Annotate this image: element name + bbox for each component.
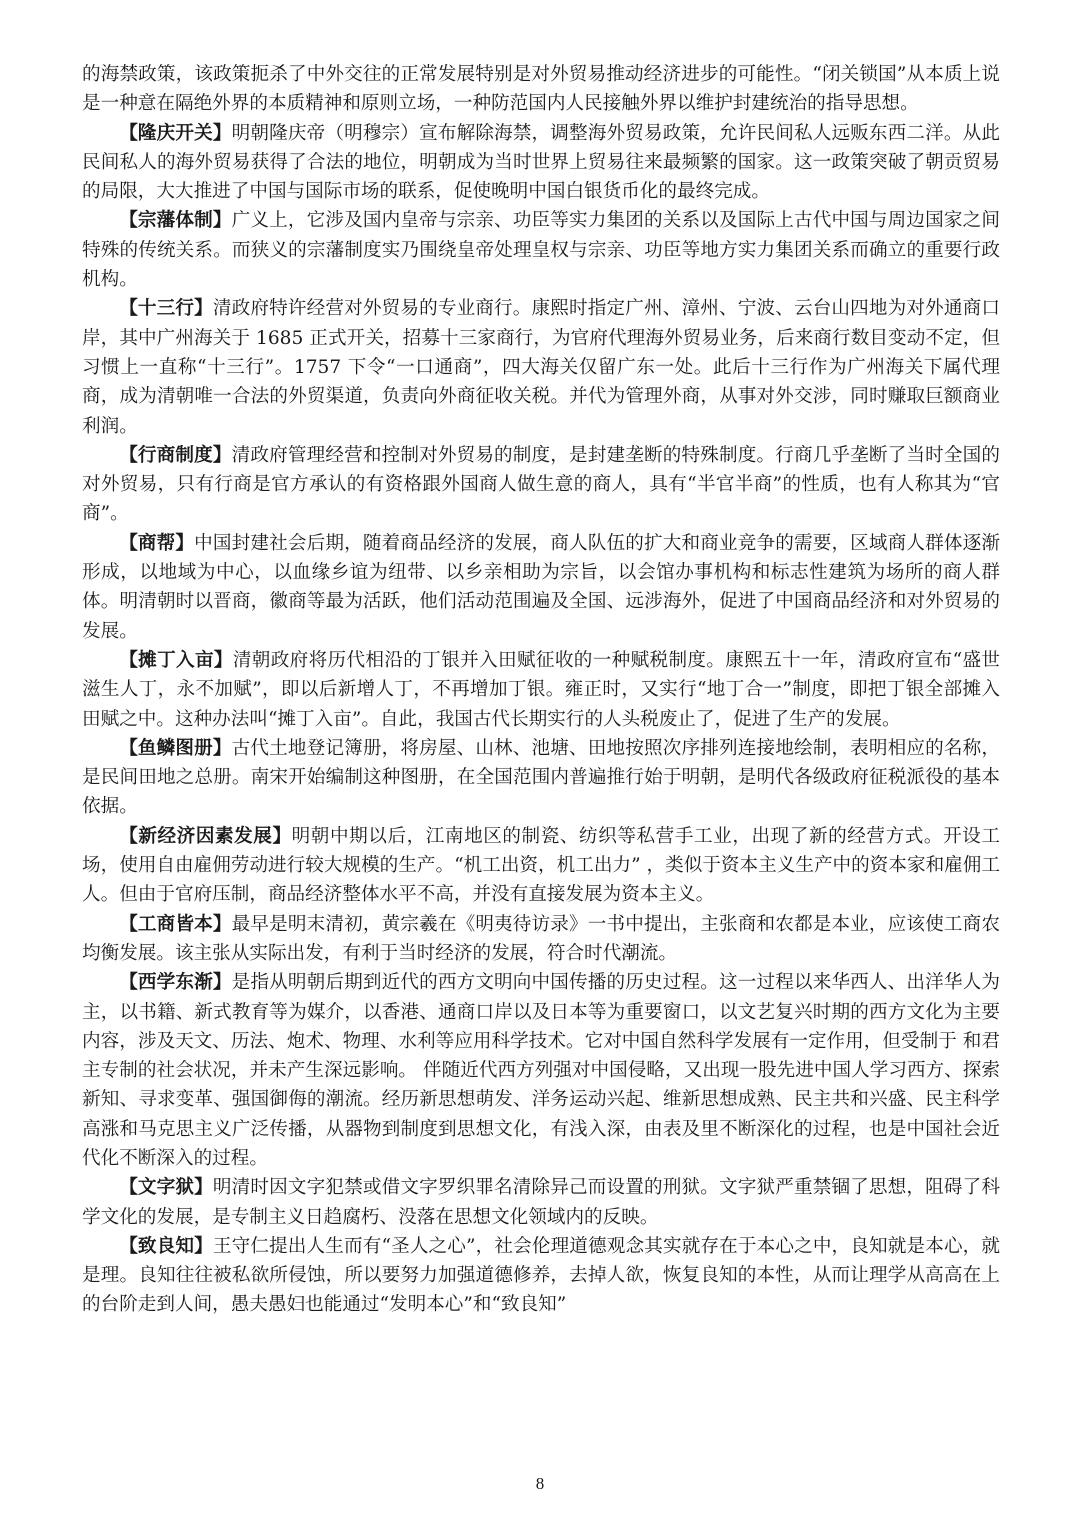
entry-text: 明朝隆庆帝（明穆宗）宣布解除海禁，调整海外贸易政策，允许民间私人远贩东西二洋。从此民间私人的海外贸易获得了合法的地位，明朝成为当时世界上贸易往来最频繁的国家。这一政策突破了朝贡贸易的局限，大大推进了中国与国际市场的联系，促使晚明中国白银货币化的最终完成。 xyxy=(82,122,1000,203)
entry-paragraph xyxy=(82,529,1000,646)
entry-term: 【工商皆本】 xyxy=(119,913,232,935)
entry-text: 古代土地登记簿册，将房屋、山林、池塘、田地按照次序排列连接地绘制，表明相应的名称，是民间田地之总册。南宋开始编制这种图册，在全国范围内普遍推行始于明朝，是明代各级政府征税派役的基本依据。 xyxy=(82,737,1000,818)
entry-text: 是指从明朝后期到近代的西方文明向中国传播的历史过程。这一过程以来华西人、出洋华人为主，以书籍、新式教育等为媒介，以香港、通商口岸以及日本等为重要窗口，以文艺复兴时期的西方文化为主要内容，涉及天文、历法、炮术、物理、水利等应用科学技术。它对中国自然科学发展有一定作用，但受制于 和君主专制的社会状况，并未产生深远影响。 伴随近代西方列强对中国侵略，又出现一股先进中国人学习西方、探索新知、寻求变革、强国御侮的潮流。经历新思想萌发、洋务运动兴起、维新思想成熟、民主共和兴盛、民主科学高涨和马克思主义广泛传播，从器物到制度到思想文化，有浅入深，由表及里不断深化的过程，也是中国社会近代化不断深入的过程。 xyxy=(82,972,1000,1169)
entry-paragraph xyxy=(82,734,1000,822)
entry-term: 【新经济因素发展】 xyxy=(119,825,292,847)
entry-text: 中国封建社会后期，随着商品经济的发展，商人队伍的扩大和商业竞争的需要，区域商人群体逐渐形成，以地域为中心，以血缘乡谊为纽带、以乡亲相助为宗旨，以会馆办事机构和标志性建筑为场所的商人群体。明清朝时以晋商，徽商等最为活跃，他们活动范围遍及全国、远涉海外，促进了中国商品经济和对外贸易的发展。 xyxy=(82,532,1000,642)
entry-paragraph xyxy=(82,1232,1000,1320)
entry-term: 【商帮】 xyxy=(119,532,195,554)
entry-text: 明朝中期以后，江南地区的制瓷、纺织等私营手工业，出现了新的经营方式。开设工场，使用自由雇佣劳动进行较大规模的生产。“机工出资，机工出力” ，类似于资本主义生产中的资本家和雇佣工人。但由于官府压制，商品经济整体水平不高，并没有直接发展为资本主义。 xyxy=(82,825,1000,906)
entry-term: 【西学东渐】 xyxy=(119,972,232,994)
entry-text: 最早是明末清初，黄宗羲在《明夷待访录》一书中提出，主张商和农都是本业，应该使工商农均衡发展。该主张从实际出发，有利于当时经济的发展，符合时代潮流。 xyxy=(82,913,1000,964)
document-body xyxy=(82,60,1000,1320)
page-number: 8 xyxy=(535,1474,545,1493)
entry-paragraph xyxy=(82,646,1000,734)
entry-paragraph xyxy=(82,910,1000,969)
entry-paragraph xyxy=(82,1173,1000,1232)
intro-paragraph: 的海禁政策，该政策扼杀了中外交往的正常发展特别是对外贸易推动经济进步的可能性。“闭关锁国”从本质上说是一种意在隔绝外界的本质精神和原则立场，一种防范国内人民接触外界以维护封建统治的指导思想。 xyxy=(82,64,1000,115)
entry-paragraph xyxy=(82,822,1000,910)
entry-paragraph xyxy=(82,206,1000,294)
entry-text: 清政府管理经营和控制对外贸易的制度，是封建垄断的特殊制度。行商几乎垄断了当时全国的对外贸易，只有行商是官方承认的有资格跟外国商人做生意的商人，具有“半官半商”的性质，也有人称其为“官商”。 xyxy=(82,444,1000,525)
entry-text: 广义上，它涉及国内皇帝与宗亲、功臣等实力集团的关系以及国际上古代中国与周边国家之间特殊的传统关系。而狭义的宗藩制度实乃围绕皇帝处理皇权与宗亲、功臣等地方实力集团关系而确立的重要行政机构。 xyxy=(82,210,1000,291)
entry-paragraph xyxy=(82,119,1000,207)
entry-term: 【鱼鳞图册】 xyxy=(119,737,232,759)
entry-term: 【致良知】 xyxy=(119,1235,213,1257)
entry-text: 清朝政府将历代相沿的丁银并入田赋征收的一种赋税制度。康熙五十一年，清政府宣布“盛世滋生人丁，永不加赋”，即以后新增人丁，不再增加丁银。雍正时，又实行“地丁合一”制度，即把丁银全部摊入田赋之中。这种办法叫“摊丁入亩”。自此，我国古代长期实行的人头税废止了，促进了生产的发展。 xyxy=(82,649,1000,730)
entry-term: 【十三行】 xyxy=(119,298,213,320)
entry-paragraph xyxy=(82,968,1000,1173)
entry-paragraph xyxy=(82,441,1000,529)
entry-term: 【摊丁入亩】 xyxy=(119,649,233,671)
entry-term: 【文字狱】 xyxy=(119,1177,213,1199)
entry-term: 【宗藩体制】 xyxy=(119,210,232,232)
entry-term: 【行商制度】 xyxy=(119,444,232,466)
entry-text: 王守仁提出人生而有“圣人之心”，社会伦理道德观念其实就存在于本心之中，良知就是本心，就是理。良知往往被私欲所侵蚀，所以要努力加强道德修养，去掉人欲，恢复良知的本性，从而让理学从高高在上的台阶走到人间，愚夫愚妇也能通过“发明本心”和“致良知” xyxy=(82,1235,1000,1316)
entry-text: 明清时因文字犯禁或借文字罗织罪名清除异己而设置的刑狱。文字狱严重禁锢了思想，阻碍了科学文化的发展，是专制主义日趋腐朽、没落在思想文化领域内的反映。 xyxy=(82,1177,1000,1228)
entry-paragraph xyxy=(82,294,1000,440)
entry-term: 【隆庆开关】 xyxy=(119,122,232,144)
entry-text: 清政府特许经营对外贸易的专业商行。康熙时指定广州、漳州、宁波、云台山四地为对外通商口岸，其中广州海关于 1685 正式开关，招募十三家商行，为官府代理海外贸易业务，后来商行数目变动不定，但习惯上一直称“十三行”。1757 下令“一口通商”，四大海关仅留广东一处。此后十三行作为广州海关下属代理商，成为清朝唯一合法的外贸渠道，负责向外商征收关税。并代为管理外商，从事对外交涉，同时赚取巨额商业利润。 xyxy=(82,298,1000,437)
